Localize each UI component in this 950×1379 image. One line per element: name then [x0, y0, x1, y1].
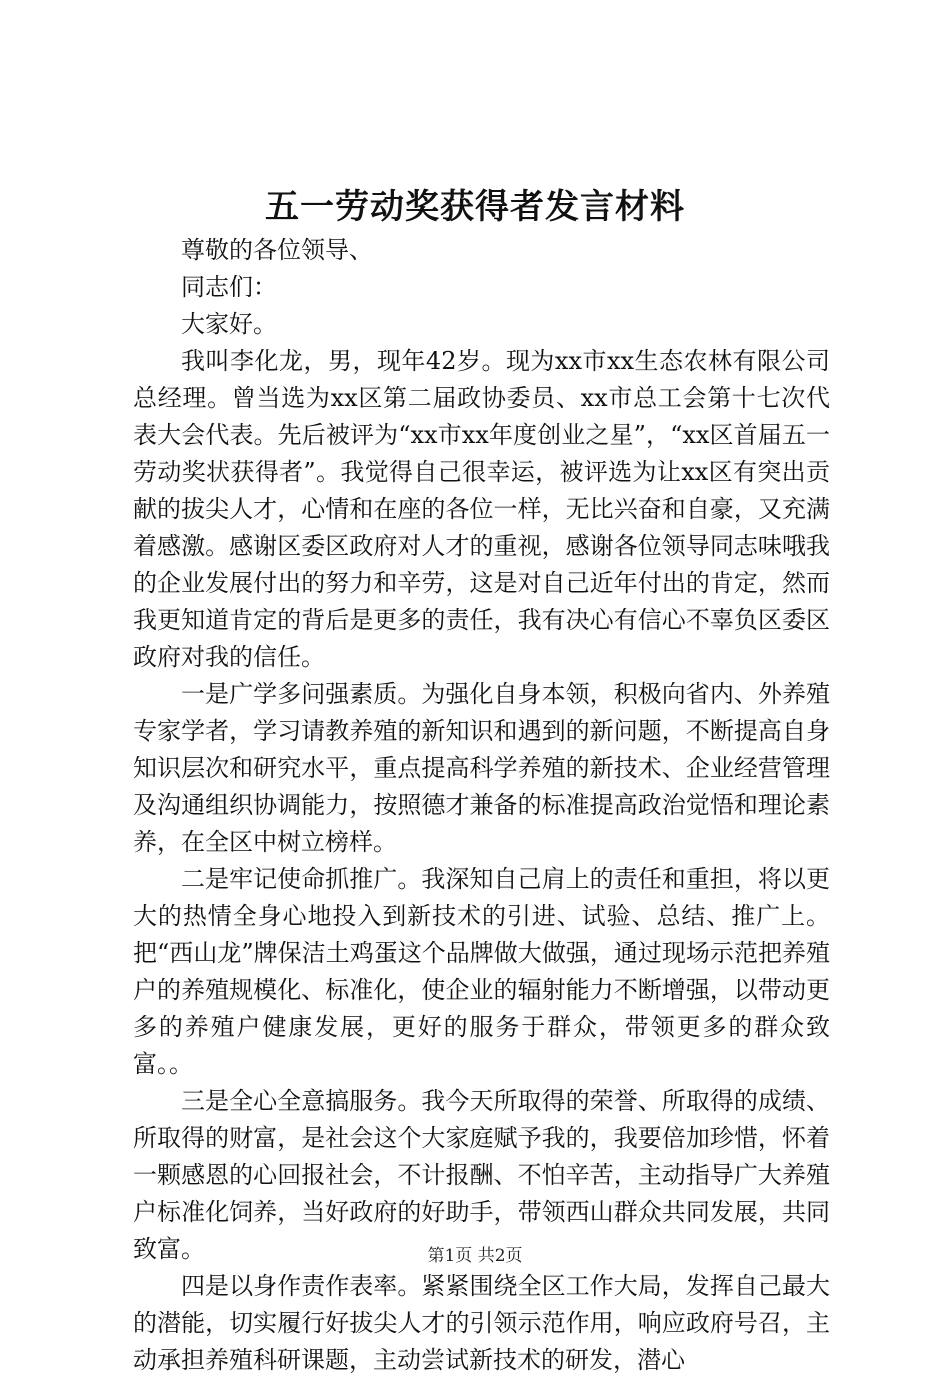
- paragraph-greeting: 大家好。: [181, 310, 277, 338]
- paragraph-point-3: 三是全心全意搞服务。我今天所取得的荣誉、所取得的成绩、所取得的财富，是社会这个大家庭赋予我的，我要倍加珍惜，怀着一颗感恩的心回报社会，不计报酬、不怕辛苦，主动指导广大养殖户标准化饲养，当好政府的好助手，带领西山群众共同发展，共同致富。: [133, 1087, 830, 1263]
- paragraph-point-1: 一是广学多问强素质。为强化自身本领，积极向省内、外养殖专家学者，学习请教养殖的新知识和遇到的新问题，不断提高自身知识层次和研究水平，重点提高科学养殖的新技术、企业经营管理及沟通组织协调能力，按照德才兼备的标准提高政治觉悟和理论素养，在全区中树立榜样。: [133, 680, 830, 856]
- document-title: 五一劳动奖获得者发言材料: [265, 187, 685, 227]
- document-body: [133, 232, 830, 1379]
- paragraph-salutation-1: 尊敬的各位领导、: [181, 236, 373, 264]
- paragraph-point-2: 二是牢记使命抓推广。我深知自己肩上的责任和重担，将以更大的热情全身心地投入到新技术的引进、试验、总结、推广上。把“西山龙”牌保洁土鸡蛋这个品牌做大做强，通过现场示范把养殖户的养殖规模化、标准化，使企业的辐射能力不断增强，以带动更多的养殖户健康发展，更好的服务于群众，带领更多的群众致富。。: [133, 865, 830, 1078]
- paragraph-introduction: 我叫李化龙，男，现年42岁。现为xx市xx生态农林有限公司总经理。曾当选为xx区第二届政协委员、xx市总工会第十七次代表大会代表。先后被评为“xx市xx年度创业之星”，“xx区首届五一劳动奖状获得者”。我觉得自己很幸运，被评选为让xx区有突出贡献的拔尖人才，心情和在座的各位一样，无比兴奋和自豪，又充满着感激。感谢区委区政府对人才的重视，感谢各位领导同志味哦我的企业发展付出的努力和辛劳，这是对自己近年付出的肯定，然而我更知道肯定的背后是更多的责任，我有决心有信心不辜负区委区政府对我的信任。: [133, 347, 830, 671]
- paragraph-point-4: 四是以身作责作表率。紧紧围绕全区工作大局，发挥自己最大的潜能，切实履行好拔尖人才的引领示范作用，响应政府号召，主动承担养殖科研课题，主动尝试新技术的研发，潜心: [133, 1272, 830, 1374]
- page-number-footer: 第1页 共2页: [427, 1246, 523, 1266]
- paragraph-salutation-2: 同志们：: [181, 273, 277, 301]
